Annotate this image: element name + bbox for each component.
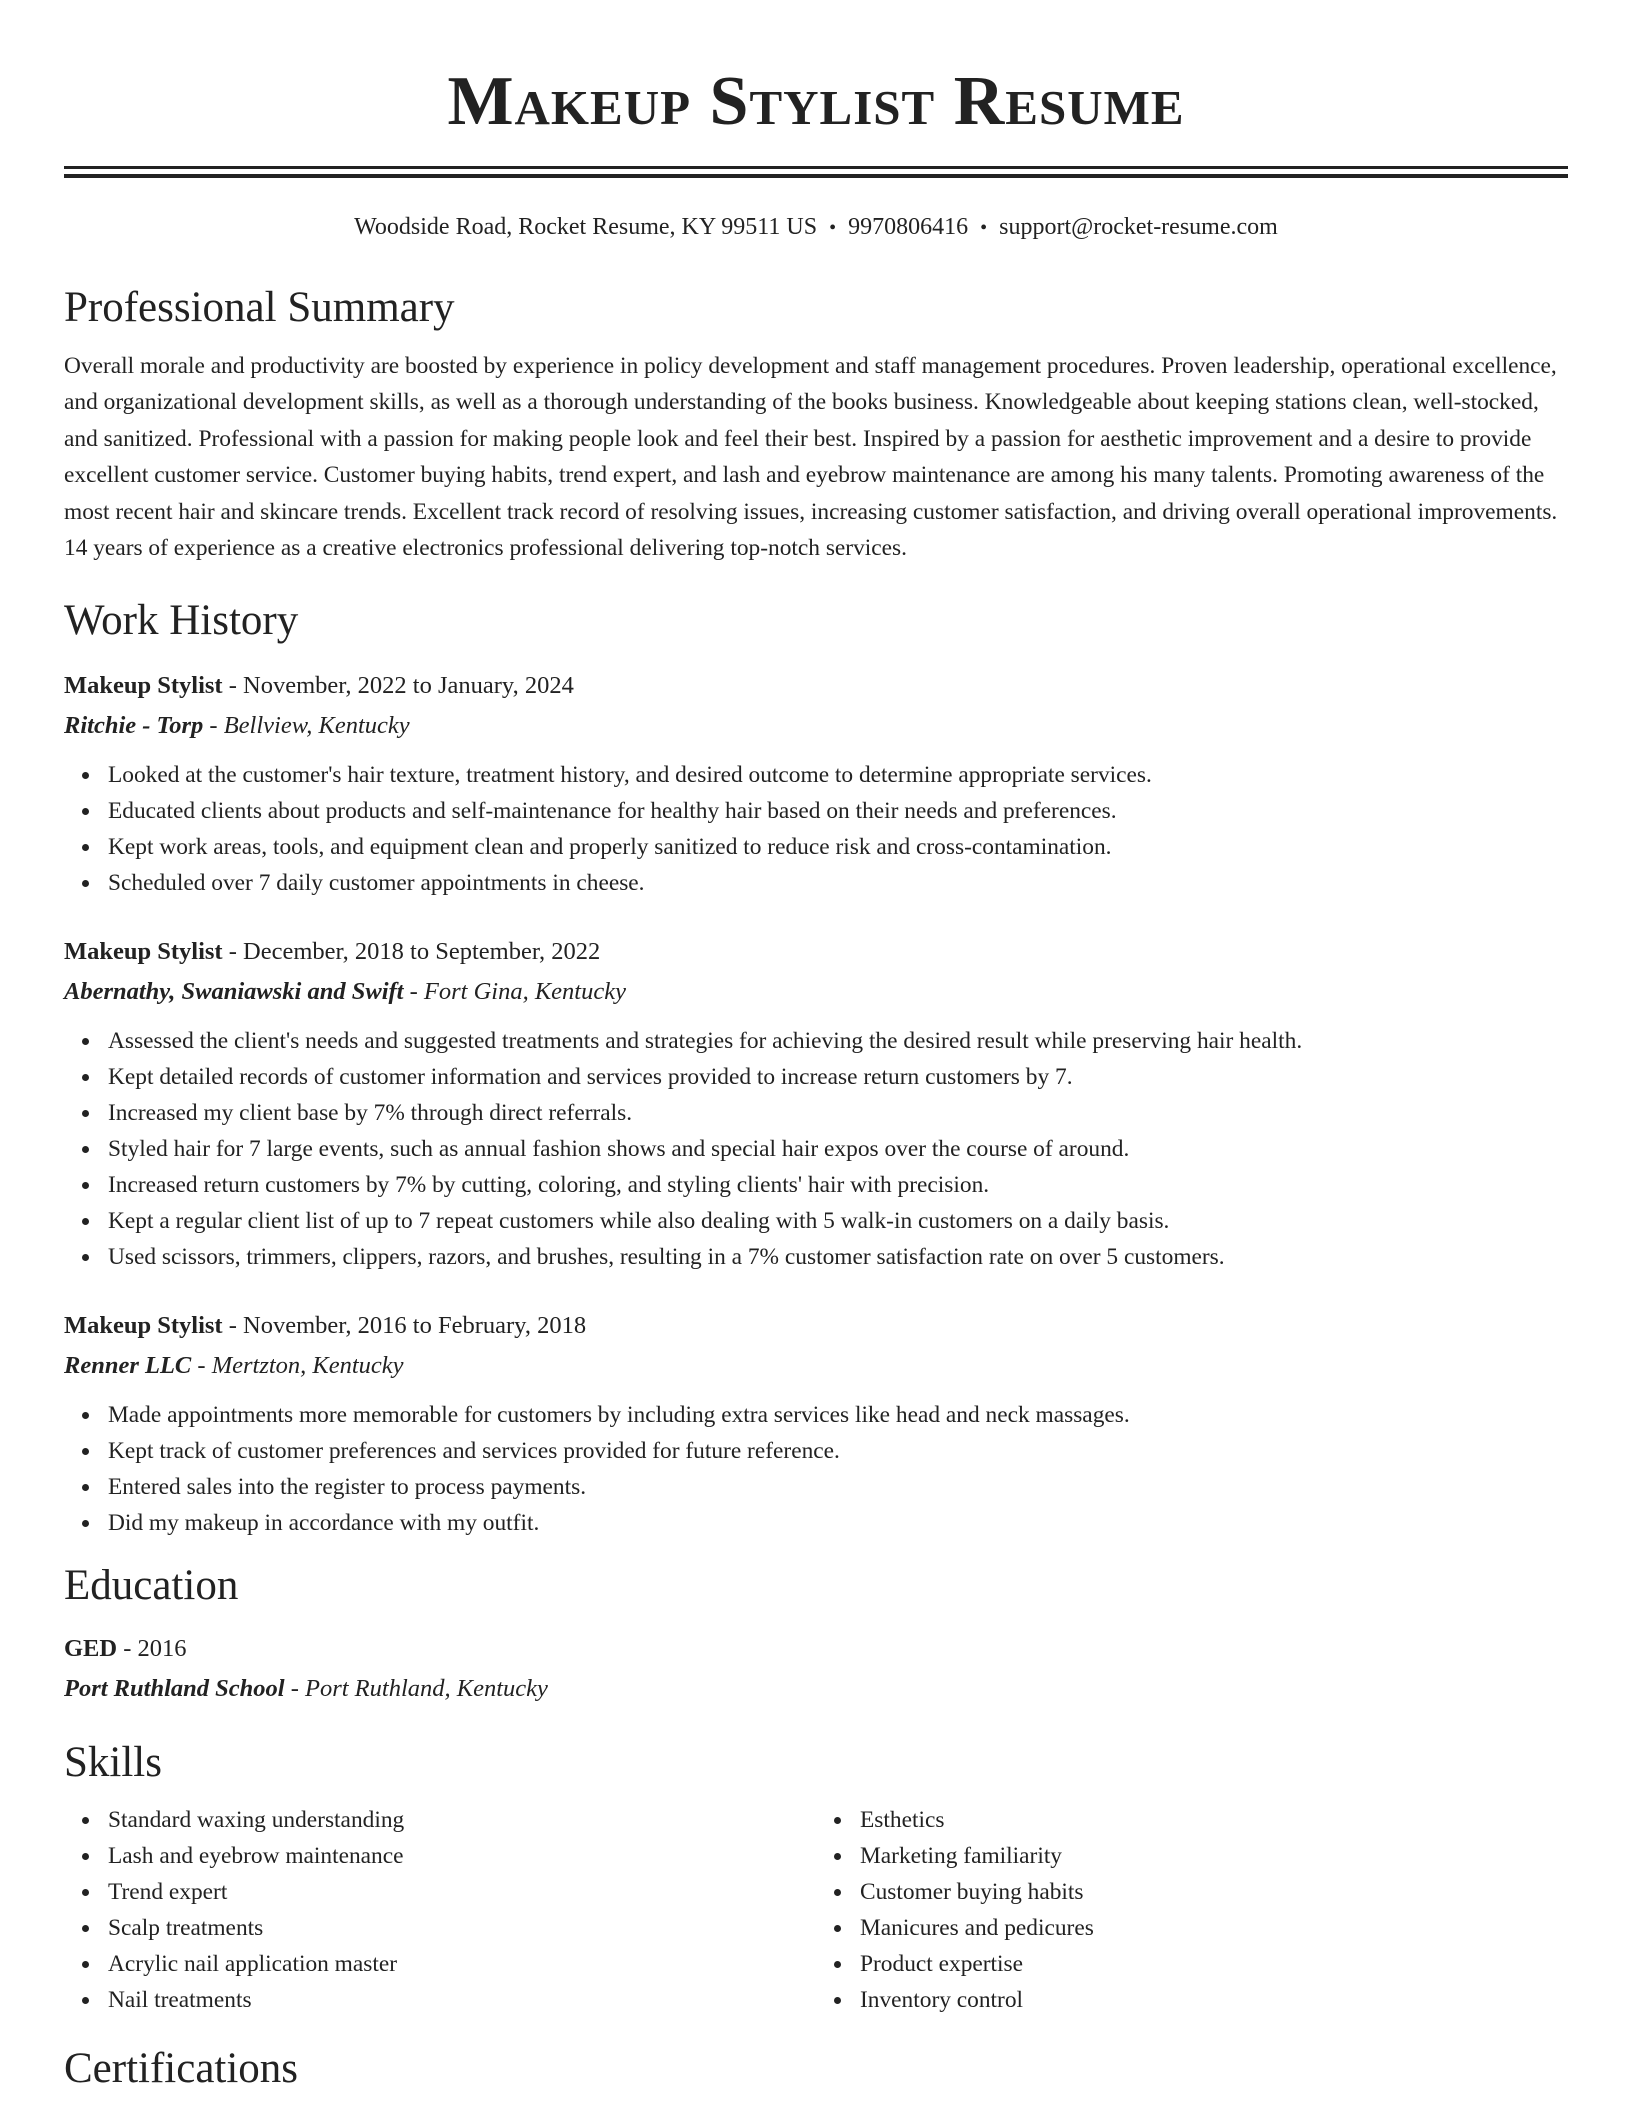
job-entry (64, 668, 1568, 901)
contact-separator: • (829, 217, 837, 239)
education-heading: Education (64, 1562, 239, 1610)
education-entry (64, 1631, 1568, 1708)
job-employer (64, 973, 1568, 1011)
education-institution (64, 1670, 1568, 1708)
skills-columns (64, 1802, 1568, 2018)
list-item: Nail treatments (108, 1982, 816, 2018)
list-item: Trend expert (108, 1874, 816, 1910)
list-item: Did my makeup in accordance with my outfit. (108, 1505, 1568, 1541)
certifications-section (64, 2042, 1568, 2096)
education-school: Port Ruthland School (64, 1675, 285, 1703)
list-item: Styled hair for 7 large events, such as annual fashion shows and special hair expos over the course of around. (108, 1131, 1568, 1167)
skills-heading: Skills (64, 1739, 162, 1787)
resume-page (64, 0, 1568, 2096)
job-location: - Mertzton, Kentucky (197, 1352, 404, 1380)
work-history-section (64, 594, 1568, 1541)
list-item: Kept work areas, tools, and equipment clean and properly sanitized to reduce risk and cross-contamination. (108, 829, 1568, 865)
job-dates: - November, 2022 to January, 2024 (228, 672, 574, 700)
list-item: Scheduled over 7 daily customer appointments in cheese. (108, 865, 1568, 901)
list-item: Manicures and pedicures (860, 1910, 1568, 1946)
job-header (64, 1308, 1568, 1344)
job-title: Makeup Stylist (64, 1312, 223, 1340)
contact-address: Woodside Road, Rocket Resume, KY 99511 US (354, 214, 818, 240)
list-item: Increased return customers by 7% by cutting, coloring, and styling clients' hair with precision. (108, 1167, 1568, 1203)
list-item: Kept track of customer preferences and services provided for future reference. (108, 1433, 1568, 1469)
job-bullets (64, 1023, 1568, 1275)
contact-email: support@rocket-resume.com (999, 214, 1278, 240)
list-item: Kept a regular client list of up to 7 repeat customers while also dealing with 5 walk-in customers on a daily basis. (108, 1203, 1568, 1239)
list-item: Kept detailed records of customer information and services provided to increase return customers by 7. (108, 1059, 1568, 1095)
job-bullets (64, 1397, 1568, 1541)
job-employer (64, 1347, 1568, 1385)
job-employer (64, 707, 1568, 745)
list-item: Product expertise (860, 1946, 1568, 1982)
job-location: - Fort Gina, Kentucky (409, 978, 626, 1006)
education-header (64, 1631, 1568, 1667)
contact-phone: 9970806416 (848, 214, 969, 240)
list-item: Used scissors, trimmers, clippers, razors, and brushes, resulting in a 7% customer satisfaction rate on over 5 customers. (108, 1239, 1568, 1275)
job-header (64, 934, 1568, 970)
job-dates: - December, 2018 to September, 2022 (228, 938, 601, 966)
skills-list-right (816, 1802, 1568, 2018)
skills-list-left (64, 1802, 816, 2018)
list-item: Assessed the client's needs and suggested treatments and strategies for achieving the desired result while preserving hair health. (108, 1023, 1568, 1059)
summary-section (64, 281, 1568, 566)
list-item: Looked at the customer's hair texture, treatment history, and desired outcome to determine appropriate services. (108, 757, 1568, 793)
job-location: - Bellview, Kentucky (209, 712, 410, 740)
list-item: Scalp treatments (108, 1910, 816, 1946)
job-company: Abernathy, Swaniawski and Swift (64, 978, 404, 1006)
education-year: - 2016 (123, 1635, 187, 1663)
job-title: Makeup Stylist (64, 672, 223, 700)
contact-separator: • (980, 217, 988, 239)
job-entry (64, 1308, 1568, 1541)
job-dates: - November, 2016 to February, 2018 (228, 1312, 587, 1340)
summary-heading: Professional Summary (64, 284, 455, 331)
education-section (64, 1559, 1568, 1708)
list-item: Increased my client base by 7% through direct referrals. (108, 1095, 1568, 1131)
list-item: Marketing familiarity (860, 1838, 1568, 1874)
summary-text: Overall morale and productivity are boosted by experience in policy development and staff management procedures. Proven leadership, operational excellence, and organizational development skills, as well as a thorough understanding of the books business. Knowledgeable about keeping stations clean, well-stocked, and sanitized. Professional with a passion for making people look and feel their best. Inspired by a passion for aesthetic improvement and a desire to provide excellent customer service. Customer buying habits, trend expert, and lash and eyebrow maintenance are among his many talents. Promoting awareness of the most recent hair and skincare trends. Excellent track record of resolving issues, increasing customer satisfaction, and driving overall operational improvements. 14 years of experience as a creative electronics professional delivering top-notch services. (64, 353, 1558, 562)
job-company: Ritchie - Torp (64, 712, 204, 740)
job-header (64, 668, 1568, 704)
list-item: Educated clients about products and self-maintenance for healthy hair based on their needs and preferences. (108, 793, 1568, 829)
list-item: Acrylic nail application master (108, 1946, 816, 1982)
page-title: Makeup Stylist Resume (447, 63, 1185, 140)
list-item: Customer buying habits (860, 1874, 1568, 1910)
skills-section (64, 1736, 1568, 2018)
job-bullets (64, 757, 1568, 901)
education-degree: GED (64, 1635, 118, 1663)
certifications-heading: Certifications (64, 2045, 299, 2093)
list-item: Made appointments more memorable for customers by including extra services like head and neck massages. (108, 1397, 1568, 1433)
job-entry (64, 934, 1568, 1275)
list-item: Inventory control (860, 1982, 1568, 2018)
list-item: Lash and eyebrow maintenance (108, 1838, 816, 1874)
work-history-heading: Work History (64, 597, 299, 645)
list-item: Esthetics (860, 1802, 1568, 1838)
list-item: Entered sales into the register to process payments. (108, 1469, 1568, 1505)
contact-line (64, 211, 1568, 244)
title-double-rule (64, 166, 1568, 178)
job-title: Makeup Stylist (64, 938, 223, 966)
job-company: Renner LLC (64, 1352, 192, 1380)
education-location: - Port Ruthland, Kentucky (290, 1675, 548, 1703)
list-item: Standard waxing understanding (108, 1802, 816, 1838)
